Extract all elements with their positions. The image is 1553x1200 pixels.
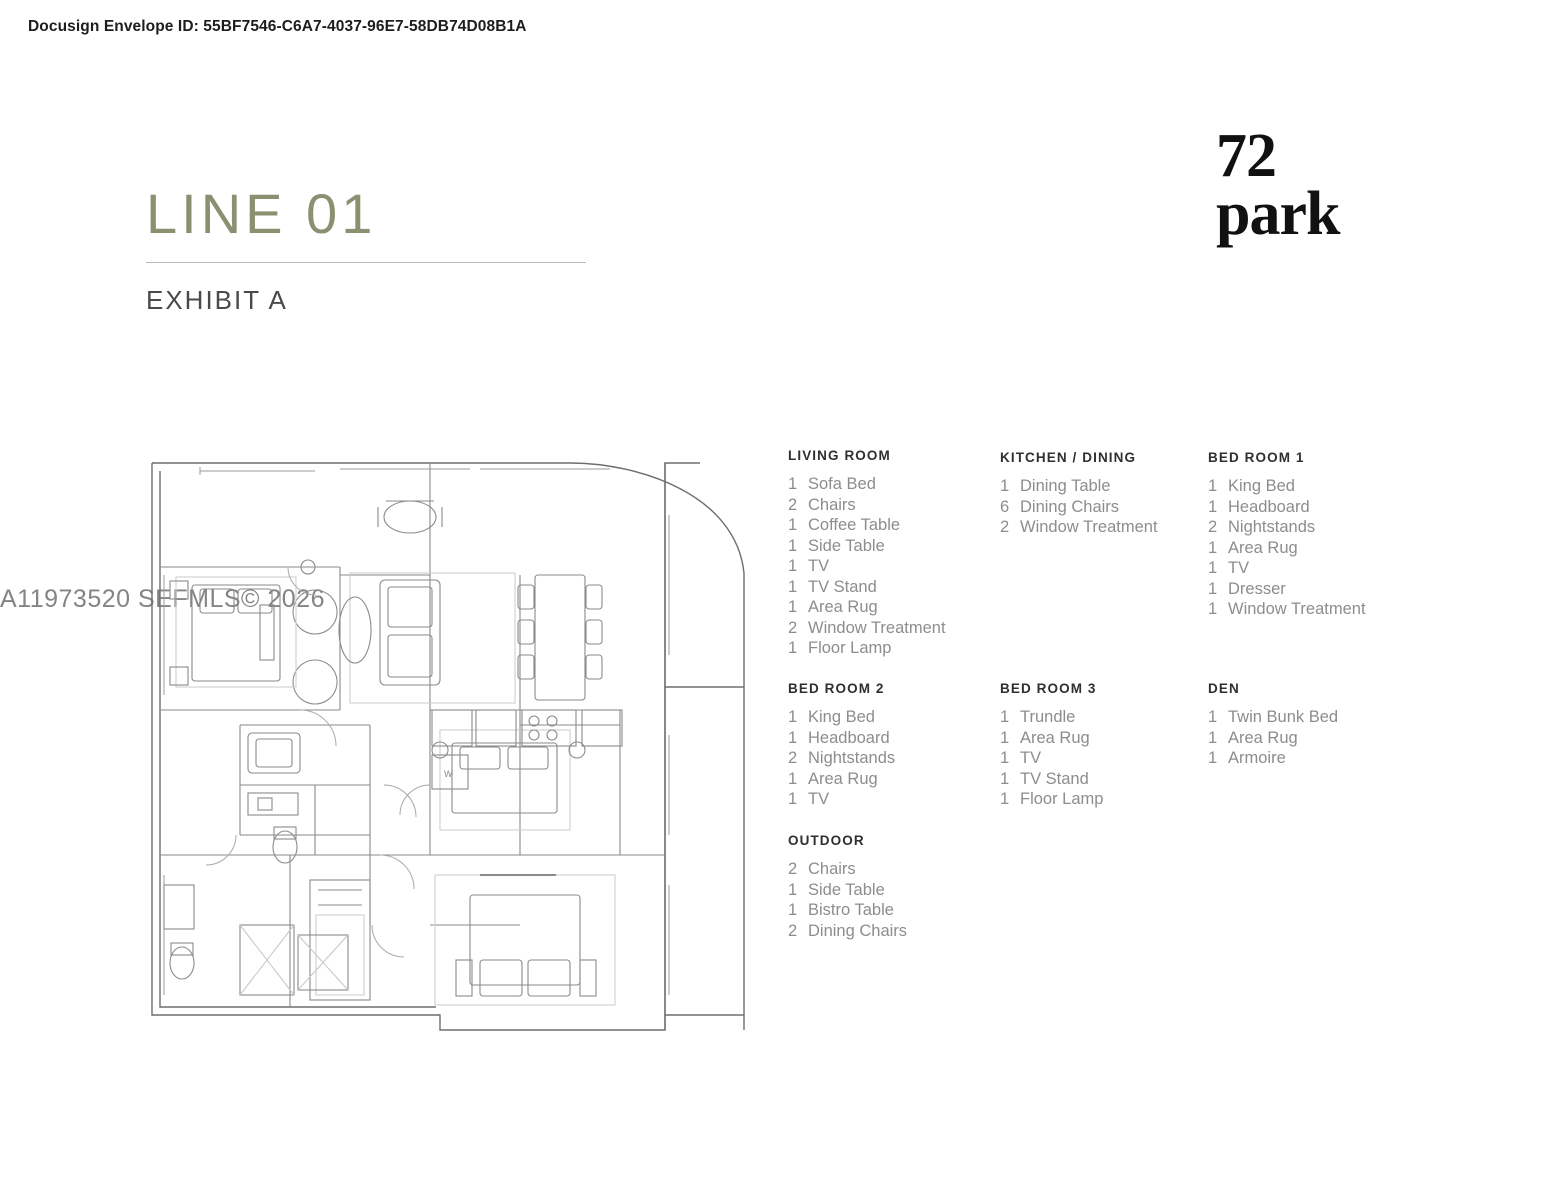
legend-item [1208, 599, 1366, 620]
mls-watermark: A11973520 SEFMLS© 2026 [0, 585, 326, 613]
legend-qty: 1 [788, 790, 798, 808]
legend-item [1208, 538, 1366, 559]
legend-qty: 1 [1208, 497, 1218, 516]
legend-item [788, 748, 895, 769]
legend-label: Floor Lamp [1020, 790, 1104, 808]
legend-item [788, 474, 946, 495]
legend-item [788, 900, 907, 921]
legend-label: Nightstands [808, 749, 896, 767]
legend-qty: 2 [788, 749, 798, 767]
legend-label: TV [808, 557, 830, 575]
legend-label: Dresser [1228, 579, 1286, 598]
legend-item [1000, 497, 1158, 518]
legend-item [788, 859, 907, 880]
legend-qty: 6 [1000, 497, 1010, 516]
title-divider [146, 262, 586, 263]
legend-qty: 2 [788, 860, 798, 878]
legend-qty: 1 [788, 475, 798, 493]
legend-group-kitchen-dining [1000, 450, 1158, 538]
floor-plan-drawing [140, 455, 760, 1035]
legend-label: Coffee Table [808, 516, 901, 534]
legend-item [1208, 748, 1338, 769]
legend-heading-bed-room-3: BED ROOM 3 [1000, 681, 1097, 696]
legend-qty: 1 [1208, 749, 1218, 767]
legend-item [788, 618, 946, 639]
legend-qty: 1 [788, 639, 798, 657]
legend-heading-bed-room-1: BED ROOM 1 [1208, 450, 1305, 465]
svg-text:W: W [444, 769, 453, 779]
legend-item [1208, 579, 1366, 600]
legend-label: Dining Chairs [1020, 497, 1120, 516]
legend-label: King Bed [808, 708, 875, 726]
legend-label: Area Rug [808, 598, 878, 616]
legend-label: Window Treatment [1228, 600, 1366, 618]
legend-item [1000, 728, 1103, 749]
legend-item [788, 536, 946, 557]
legend-item [1208, 497, 1366, 518]
legend-qty: 1 [788, 536, 798, 555]
legend-label: TV Stand [1020, 769, 1089, 788]
logo-bottom-text: park [1216, 180, 1340, 249]
legend-item [788, 769, 895, 790]
legend-qty: 1 [1000, 749, 1010, 767]
legend-item [1208, 558, 1366, 579]
legend-item [1208, 707, 1338, 728]
legend-qty: 1 [1208, 579, 1218, 598]
legend-qty: 1 [1208, 538, 1218, 557]
legend-heading-den: DEN [1208, 681, 1240, 696]
legend-qty: 1 [1208, 477, 1218, 495]
logo-top-text: 72 [1216, 122, 1276, 190]
legend-label: Sofa Bed [808, 475, 876, 493]
legend-label: Bistro Table [808, 901, 894, 919]
legend-qty: 1 [788, 516, 798, 534]
legend-heading-kitchen-dining: KITCHEN / DINING [1000, 450, 1137, 465]
legend-label: Armoire [1228, 749, 1286, 767]
legend-qty: 2 [1208, 518, 1218, 536]
legend-group-bed-room-1 [1208, 450, 1366, 620]
brand-logo [1216, 122, 1406, 249]
legend-qty: 1 [1208, 600, 1218, 618]
legend-qty: 2 [788, 921, 798, 940]
legend-group-living-room [788, 448, 946, 659]
legend-item [788, 707, 895, 728]
legend-item [1208, 476, 1366, 497]
legend-label: Window Treatment [808, 618, 946, 637]
legend-item [1000, 517, 1158, 538]
docusign-envelope-id: Docusign Envelope ID: 55BF7546-C6A7-4037-96E7-58DB74D08B1A [28, 18, 527, 35]
legend-item [1208, 517, 1366, 538]
legend-label: Side Table [808, 536, 885, 555]
legend-label: Area Rug [808, 769, 878, 788]
legend-qty: 2 [788, 618, 798, 637]
legend-label: Headboard [1228, 497, 1310, 516]
legend-label: Dining Table [1020, 477, 1111, 495]
legend-label: Area Rug [1020, 728, 1090, 747]
legend-label: TV [1228, 559, 1250, 577]
furniture-legend [788, 448, 1528, 968]
legend-item [788, 728, 895, 749]
legend-label: Chairs [808, 495, 856, 514]
legend-label: TV [1020, 749, 1042, 767]
exhibit-label: EXHIBIT A [146, 284, 288, 315]
legend-label: Side Table [808, 880, 885, 899]
legend-qty: 1 [788, 728, 798, 747]
legend-label: King Bed [1228, 477, 1295, 495]
legend-item [788, 880, 907, 901]
legend-group-den [1208, 681, 1338, 769]
legend-item [1000, 769, 1103, 790]
legend-qty: 1 [788, 577, 798, 596]
legend-label: Dining Chairs [808, 921, 908, 940]
legend-qty: 1 [1000, 477, 1010, 495]
legend-qty: 1 [1000, 769, 1010, 788]
legend-qty: 1 [1000, 708, 1010, 726]
legend-label: Area Rug [1228, 538, 1298, 557]
legend-heading-outdoor: OUTDOOR [788, 833, 865, 848]
legend-item [788, 515, 946, 536]
title-block [146, 182, 606, 316]
legend-label: Area Rug [1228, 728, 1298, 747]
legend-label: Trundle [1020, 708, 1076, 726]
legend-item [788, 577, 946, 598]
legend-qty: 1 [788, 598, 798, 616]
legend-heading-bed-room-2: BED ROOM 2 [788, 681, 885, 696]
legend-label: Nightstands [1228, 518, 1316, 536]
legend-label: Twin Bunk Bed [1228, 708, 1339, 726]
legend-group-bed-room-3 [1000, 681, 1103, 810]
legend-label: Window Treatment [1020, 518, 1158, 536]
legend-label: TV [808, 790, 830, 808]
legend-item [1000, 748, 1103, 769]
legend-label: Chairs [808, 860, 856, 878]
legend-qty: 2 [1000, 518, 1010, 536]
legend-qty: 1 [1000, 728, 1010, 747]
legend-item [788, 638, 946, 659]
legend-item [1000, 707, 1103, 728]
legend-item [788, 921, 907, 942]
legend-item [1208, 728, 1338, 749]
legend-qty: 1 [1208, 559, 1218, 577]
legend-qty: 1 [1208, 728, 1218, 747]
legend-item [788, 789, 895, 810]
legend-item [1000, 476, 1158, 497]
page-title: LINE 01 [146, 182, 377, 245]
legend-item [1000, 789, 1103, 810]
legend-item [788, 495, 946, 516]
legend-qty: 1 [1208, 708, 1218, 726]
legend-qty: 1 [788, 880, 798, 899]
legend-label: Headboard [808, 728, 890, 747]
legend-item [788, 556, 946, 577]
legend-qty: 1 [788, 769, 798, 788]
legend-group-bed-room-2 [788, 681, 895, 810]
legend-label: TV Stand [808, 577, 877, 596]
legend-label: Floor Lamp [808, 639, 892, 657]
legend-item [788, 597, 946, 618]
legend-heading-living-room: LIVING ROOM [788, 448, 891, 463]
legend-qty: 1 [788, 708, 798, 726]
legend-qty: 1 [788, 901, 798, 919]
legend-qty: 2 [788, 495, 798, 514]
legend-qty: 1 [788, 557, 798, 575]
legend-group-outdoor [788, 833, 907, 941]
legend-qty: 1 [1000, 790, 1010, 808]
